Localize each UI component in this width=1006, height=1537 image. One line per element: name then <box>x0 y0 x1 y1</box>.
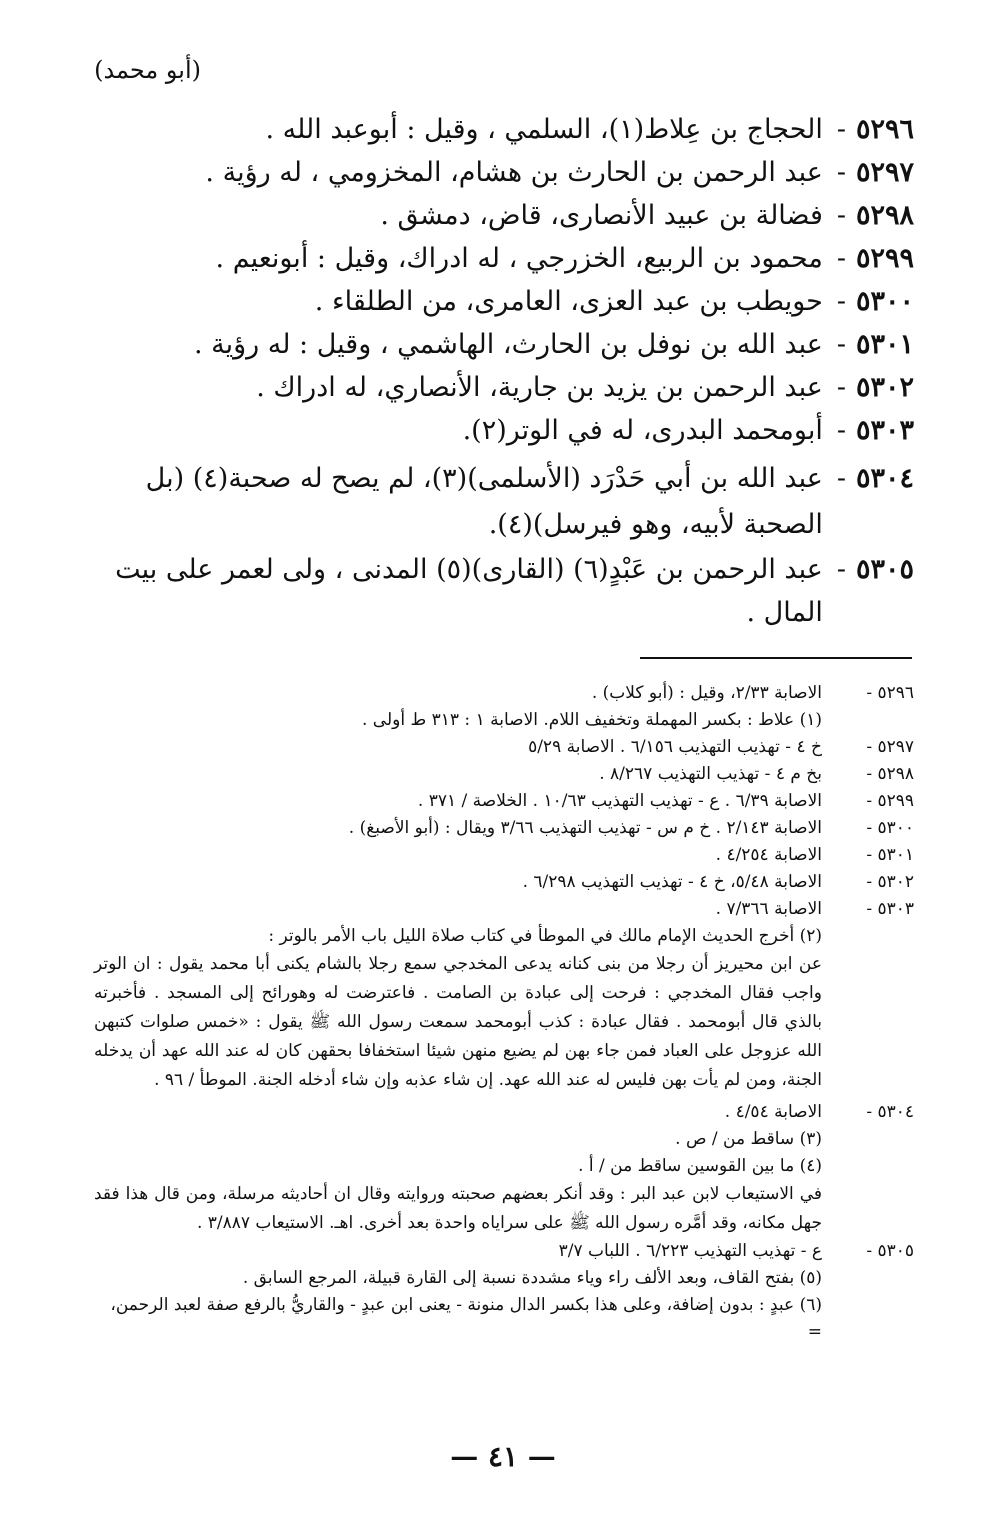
entry-5296: ٥٢٩٦ - الحجاج بن عِلاط(١)، السلمي ، وقيل : أبوعبد الله . <box>94 108 914 151</box>
entry-text: فضالة بن عبيد الأنصارى، قاض، دمشق . <box>380 200 823 231</box>
footnote-row <box>94 1238 914 1265</box>
entry-5299: ٥٢٩٩ - محمود بن الربيع، الخزرجي ، له ادراك، وقيل : أبونعيم . <box>94 237 914 280</box>
footnote-ref: ٥٣٠١ - <box>866 845 914 865</box>
entry-number: ٥٣٠٥ <box>855 554 914 585</box>
footnote-ref: ٥٢٩٩ - <box>866 791 914 811</box>
entry-number: ٥٢٩٨ <box>855 200 914 231</box>
entry-text: محمود بن الربيع، الخزرجي ، له ادراك، وقيل : أبونعيم . <box>215 243 823 274</box>
footnote-text: (٤) ما بين القوسين ساقط من / أ . <box>578 1156 822 1176</box>
entry-text: حويطب بن عبد العزى، العامرى، من الطلقاء . <box>314 286 823 317</box>
footnote-text: (٣) ساقط من / ص . <box>675 1129 822 1149</box>
footnote-text: الاصابة ٤/٢٥٤ . <box>715 845 822 865</box>
entry-5300: ٥٣٠٠ - حويطب بن عبد العزى، العامرى، من الطلقاء . <box>94 280 914 323</box>
footnote-text: ع - تهذيب التهذيب ٦/٢٢٣ . اللباب ٣/٧ <box>558 1241 822 1261</box>
footnote-ref: ٥٣٠٢ - <box>866 872 914 892</box>
footnote-text: الاصابة ٢/٣٣، وقيل : (أبو كلاب) . <box>591 683 822 703</box>
footnote-text: (١) علاط : بكسر المهملة وتخفيف اللام. الاصابة ١ : ٣١٣ ط أولى . <box>362 710 822 730</box>
footnote-row <box>94 734 914 761</box>
footnote-text: الاصابة ٢/١٤٣ . خ م س - تهذيب التهذيب ٣/٦٦ ويقال : (أبو الأصبغ) . <box>348 818 822 838</box>
entry-text: أبومحمد البدرى، له في الوتر(٢). <box>462 415 823 446</box>
footnote-ref: ٥٣٠٤ - <box>866 1102 914 1122</box>
footnote-row <box>94 842 914 869</box>
entry-text: عبد الرحمن بن يزيد بن جارية، الأنصاري، له ادراك . <box>256 372 823 403</box>
entry-text: عبد الله بن أبي حَدْرَد (الأسلمى)(٣)، لم يصح له صحبة(٤) (بل الصحبة لأبيه، وهو فيرسل)(٤). <box>145 463 823 540</box>
footnote-row <box>94 761 914 788</box>
footnote-text: (٢) أخرج الحديث الإمام مالك في الموطأ في كتاب صلاة الليل باب الأمر بالوتر : <box>268 926 822 946</box>
entry-5298: ٥٢٩٨ - فضالة بن عبيد الأنصارى، قاض، دمشق . <box>94 194 914 237</box>
footnote-row <box>94 815 914 842</box>
entry-5301: ٥٣٠١ - عبد الله بن نوفل بن الحارث، الهاشمي ، وقيل : له رؤية . <box>94 323 914 366</box>
page-number: — ٤١ — <box>450 1440 556 1473</box>
entry-number: ٥٢٩٧ <box>855 157 914 188</box>
footnote-row <box>94 1099 914 1126</box>
running-head: (أبو محمد) <box>94 56 201 84</box>
entry-text: عبد الرحمن بن الحارث بن هشام، المخزومي ، له رؤية . <box>205 157 823 188</box>
footnote-ref: ٥٢٩٦ - <box>866 683 914 703</box>
footnote-text: الاصابة ٦/٣٩ . ع - تهذيب التهذيب ١٠/٦٣ . الخلاصة / ٣٧١ . <box>417 791 822 811</box>
entry-number: ٥٢٩٩ <box>855 243 914 274</box>
entry-number: ٥٢٩٦ <box>855 114 914 145</box>
footnote-ref: ٥٢٩٨ - <box>866 764 914 784</box>
istiab-paragraph: في الاستيعاب لابن عبد البر : وقد أنكر بعضهم صحبته وروايته وقال ان أحاديثه مرسلة، ومن قال هذا فقد جهل مكانه، وقد أمَّره رسول الله ﷺ على سراياه واحدة بعد أخرى. اهـ. الاستيعاب ٣/٨٨٧ . <box>94 1184 822 1233</box>
entries-list <box>94 108 914 634</box>
entry-number: ٥٣٠٠ <box>855 286 914 317</box>
footnote-text: خ ٤ - تهذيب التهذيب ٦/١٥٦ . الاصابة ٥/٢٩ <box>528 737 822 757</box>
footnote-row <box>94 1126 914 1153</box>
footnote-ref: ٥٣٠٣ - <box>866 899 914 919</box>
footnote-text: الاصابة ٧/٣٦٦ . <box>715 899 822 919</box>
entry-5302: ٥٣٠٢ - عبد الرحمن بن يزيد بن جارية، الأنصاري، له ادراك . <box>94 366 914 409</box>
entry-5297: ٥٢٩٧ - عبد الرحمن بن الحارث بن هشام، المخزومي ، له رؤية . <box>94 151 914 194</box>
footnote-row <box>94 1153 914 1180</box>
entry-number: ٥٣٠٢ <box>855 372 914 403</box>
footnote-divider <box>640 657 912 659</box>
footnote-row <box>94 680 914 707</box>
footnote-ref: ٥٣٠٥ - <box>866 1241 914 1261</box>
hadith-paragraph: عن ابن محيريز أن رجلا من بنى كنانه يدعى المخدجي سمع رجلا بالشام يكنى أبا محمد يقول : ان الوتر واجب فقال المخدجي : فرحت إلى عبادة بن الصامت . فاعترضت له وهورائح إلى المسجد . فأخبرته بالذي قال أبومحمد . فقال عبادة : كذب أبومحمد سمعت رسول الله ﷺ يقول : «خمس صلوات كتبهن الله عزوجل على العباد فمن جاء بهن لم يضيع منهن شيئا استخفافا بحقهن كان له عند الله عهد أن يدخله الجنة، ومن لم يأت بهن فليس له عند الله عهد. إن شاء عذبه وإن شاء أدخله الجنة. الموطأ / ٩٦ . <box>94 954 822 1090</box>
footnote-row <box>94 896 914 923</box>
footnote-ref: ٥٣٠٠ - <box>866 818 914 838</box>
footnotes <box>94 680 914 1346</box>
entry-5305: ٥٣٠٥ - عبد الرحمن بن عَبْدٍ(٦) (القارى)(٥) المدنى ، ولى لعمر على بيت المال . <box>94 548 914 634</box>
footnote-text: (٦) عبدٍ : بدون إضافة، وعلى هذا بكسر الدال منونة - يعنى ابن عبدٍ - والقاريُّ بالرفع صفة لعبد الرحمن، = <box>110 1295 822 1342</box>
footnote-ref: ٥٢٩٧ - <box>866 737 914 757</box>
footnote-row <box>94 923 914 950</box>
entry-number: ٥٣٠٣ <box>855 415 914 446</box>
footnote-text: بخ م ٤ - تهذيب التهذيب ٨/٢٦٧ . <box>599 764 822 784</box>
entry-5303: ٥٣٠٣ - أبومحمد البدرى، له في الوتر(٢). <box>94 409 914 452</box>
entry-text: عبد الله بن نوفل بن الحارث، الهاشمي ، وقيل : له رؤية . <box>193 329 823 360</box>
entry-5304: ٥٣٠٤ - عبد الله بن أبي حَدْرَد (الأسلمى)(٣)، لم يصح له صحبة(٤) (بل الصحبة لأبيه، وهو فيرسل)(٤). <box>94 456 914 548</box>
footnote-row <box>94 1292 914 1346</box>
entry-number: ٥٣٠١ <box>855 329 914 360</box>
footnote-text: الاصابة ٤/٥٤ . <box>724 1102 822 1122</box>
entry-text: الحجاج بن عِلاط(١)، السلمي ، وقيل : أبوعبد الله . <box>265 114 823 145</box>
footnote-row <box>94 707 914 734</box>
footnote-row <box>94 1265 914 1292</box>
footnote-row <box>94 788 914 815</box>
footnote-text: الاصابة ٥/٤٨، خ ٤ - تهذيب التهذيب ٦/٢٩٨ . <box>522 872 822 892</box>
entry-text: عبد الرحمن بن عَبْدٍ(٦) (القارى)(٥) المدنى ، ولى لعمر على بيت المال . <box>115 554 823 628</box>
footnote-text: (٥) بفتح القاف، وبعد الألف راء وياء مشددة نسبة إلى القارة قبيلة، المرجع السابق . <box>242 1268 822 1288</box>
entry-number: ٥٣٠٤ <box>855 463 914 494</box>
footnote-row <box>94 869 914 896</box>
